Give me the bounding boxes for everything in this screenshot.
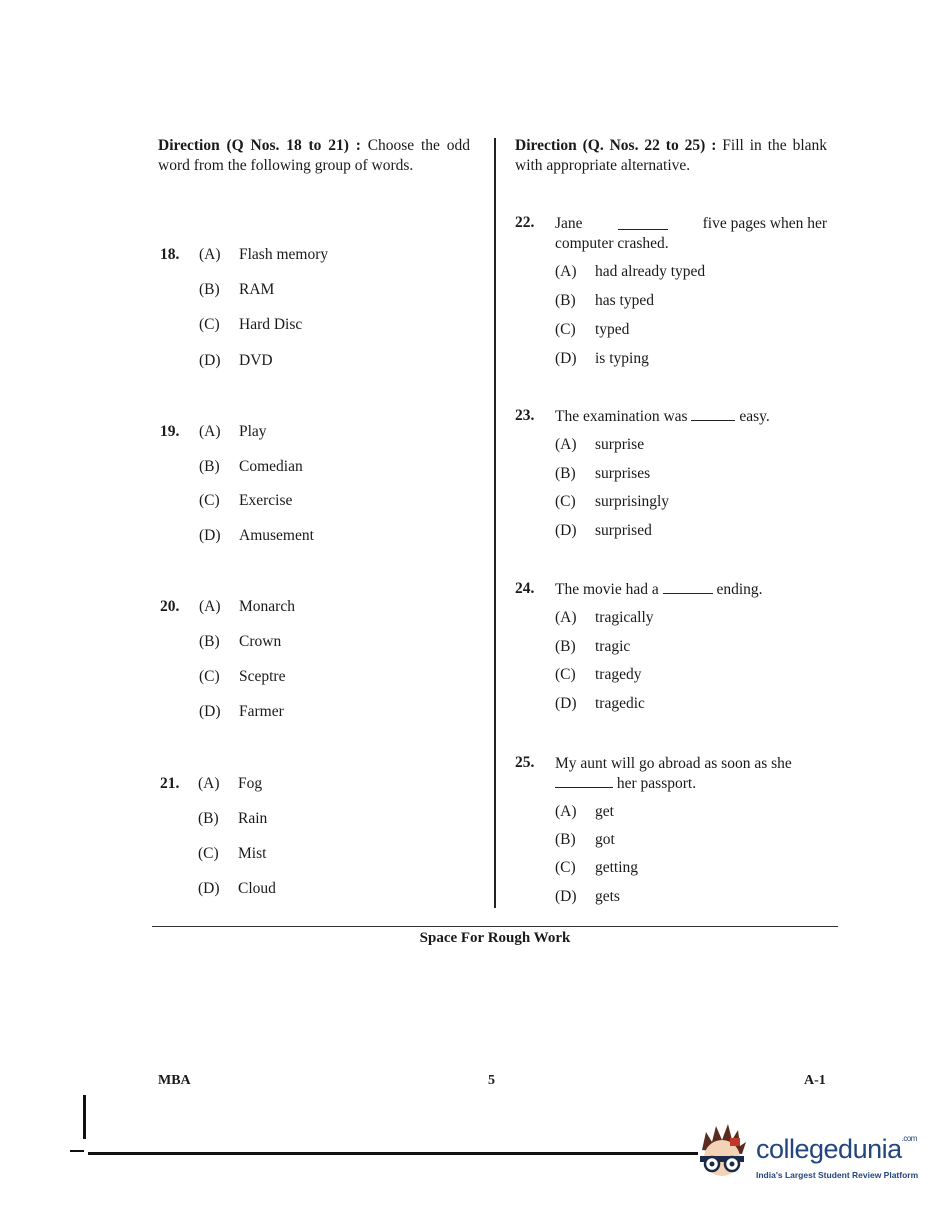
logo-wordmark: collegedunia$^{.com}$	[756, 1134, 917, 1164]
question-number: 20.	[160, 598, 180, 615]
direction-left: Direction (Q Nos. 18 to 21) : Choose the odd word from the following group of words.	[158, 137, 470, 174]
option: (A) tragically	[555, 609, 654, 626]
option: (D) DVD	[199, 352, 273, 369]
option: (C) tragedy	[555, 666, 642, 683]
question-number: 25.	[515, 754, 535, 771]
option: (B) RAM	[199, 281, 275, 298]
bottom-rule	[88, 1152, 698, 1155]
option: (C) typed	[555, 321, 630, 338]
option: (C) surprisingly	[555, 493, 670, 510]
option: (B) Crown	[199, 633, 282, 650]
option: (A) Monarch	[199, 598, 295, 615]
option: (D) tragedic	[555, 695, 645, 712]
option: (D) Cloud	[198, 880, 276, 897]
question-number: 23.	[515, 407, 535, 424]
question-number: 22.	[515, 214, 535, 231]
answer-blank	[555, 775, 613, 788]
question-number: 24.	[515, 580, 535, 597]
option: (A) Fog	[198, 775, 263, 792]
option: (C) Exercise	[199, 492, 293, 509]
answer-blank	[618, 217, 668, 230]
option: (A) Play	[199, 423, 267, 440]
option: (D) is typing	[555, 350, 649, 367]
option: (B) tragic	[555, 638, 631, 655]
question-stem: The movie had a ending.	[555, 581, 763, 598]
option: (D) surprised	[555, 522, 652, 539]
question-stem: Jane five pages when her computer crashed.	[555, 215, 827, 252]
option: (B) Rain	[198, 810, 268, 827]
column-divider	[494, 138, 496, 908]
footer-left: MBA	[158, 1073, 191, 1088]
answer-blank	[691, 408, 735, 421]
answer-blank	[663, 581, 713, 594]
question-number: 19.	[160, 423, 180, 440]
option: (D) Amusement	[199, 527, 314, 544]
rough-work-divider	[152, 926, 838, 927]
mascot-icon	[694, 1120, 754, 1184]
scan-mark	[70, 1150, 84, 1152]
option: (C) Mist	[198, 845, 267, 862]
option: (C) Hard Disc	[199, 316, 303, 333]
option: (C) getting	[555, 859, 639, 876]
option: (C) Sceptre	[199, 668, 286, 685]
page-number: 5	[488, 1073, 495, 1088]
footer-right: A-1	[804, 1073, 826, 1088]
scan-mark	[83, 1095, 86, 1139]
question-stem: The examination was easy.	[555, 408, 770, 425]
option: (B) Comedian	[199, 458, 303, 475]
rough-work-label: Space For Rough Work	[419, 930, 571, 946]
logo-tagline: India's Largest Student Review Platform	[756, 1170, 919, 1180]
collegedunia-logo[interactable]	[694, 1120, 930, 1190]
option: (D) gets	[555, 888, 620, 905]
question-number: 21.	[160, 775, 180, 792]
option: (A) surprise	[555, 436, 645, 453]
option: (D) Farmer	[199, 703, 284, 720]
question-number: 18.	[160, 246, 180, 263]
question-stem: My aunt will go abroad as soon as she her passport.	[555, 755, 792, 792]
option: (A) had already typed	[555, 263, 706, 280]
option: (A) get	[555, 803, 614, 820]
direction-right: Direction (Q. Nos. 22 to 25) : Fill in the blank with appropriate alternative.	[515, 137, 828, 174]
option: (B) got	[555, 831, 615, 848]
option: (B) has typed	[555, 292, 654, 309]
option: (B) surprises	[555, 465, 651, 482]
option: (A) Flash memory	[199, 246, 329, 263]
